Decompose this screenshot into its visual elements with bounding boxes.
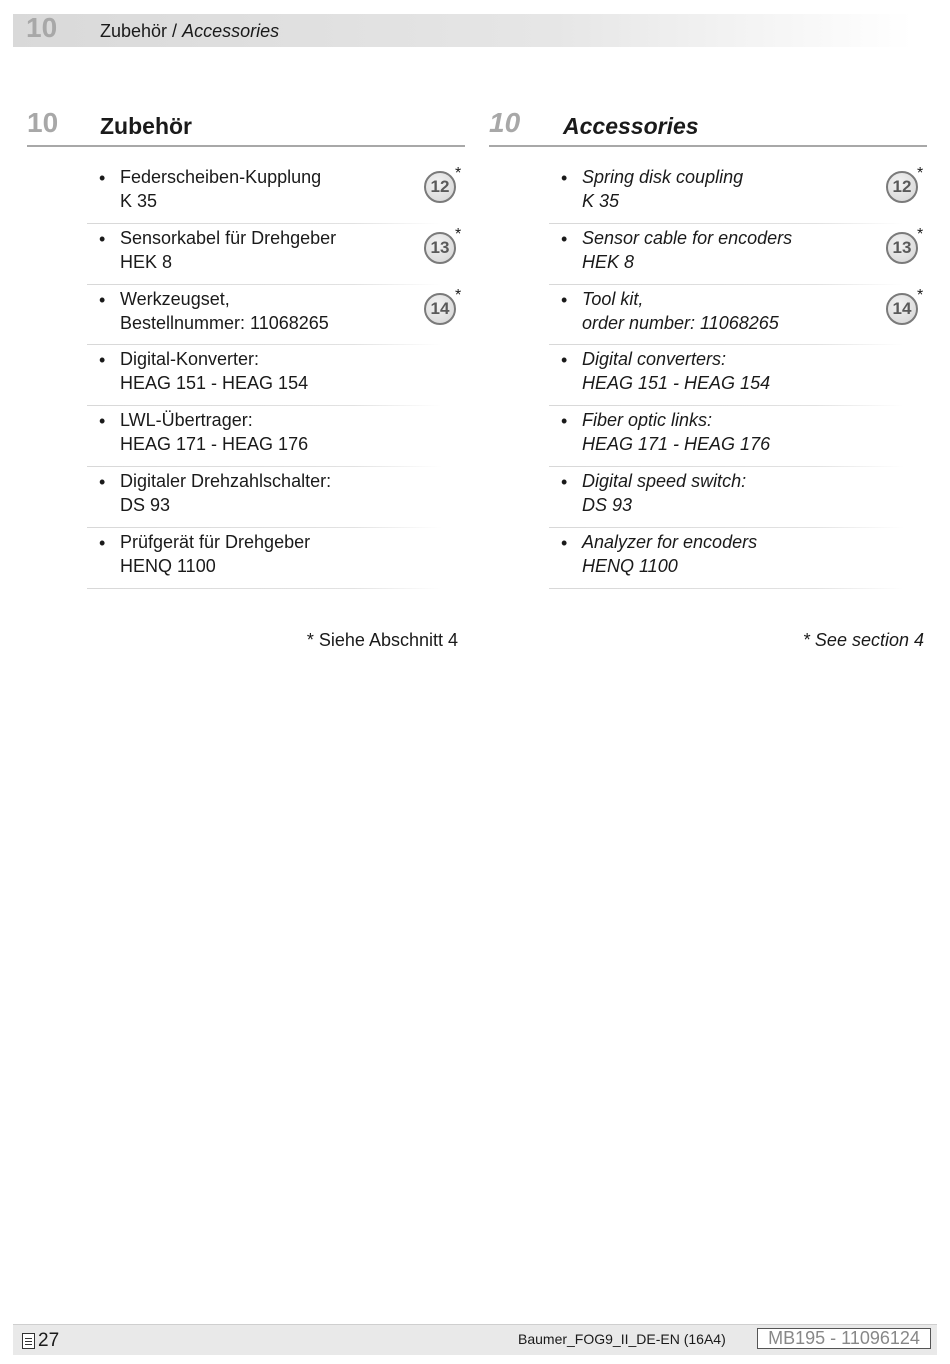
item-name: Spring disk coupling [582, 167, 744, 187]
section-reference-badge: 13 [886, 232, 918, 264]
bullet: • [561, 289, 568, 310]
header-chapter-number: 10 [26, 12, 58, 43]
item-name: Werkzeugset, [120, 288, 230, 309]
english-title: Accessories [563, 113, 699, 139]
german-chapter-number: 10 [27, 107, 59, 138]
section-reference-badge: 14 [886, 293, 918, 325]
bullet: • [561, 350, 568, 371]
item-detail: Bestellnummer: 11068265 [120, 312, 329, 333]
item-name: Digitaler Drehzahlschalter: [120, 470, 332, 491]
list-item [87, 163, 465, 224]
document-code: MB195 - 11096124 [757, 1328, 931, 1349]
bullet: • [99, 289, 106, 310]
item-name: Federscheiben-Kupplung [120, 167, 322, 187]
bullet: • [561, 411, 568, 432]
list-item [87, 467, 465, 528]
footnote-marker: * [455, 165, 462, 182]
german-heading [27, 105, 465, 147]
item-name: Sensor cable for encoders [582, 227, 793, 248]
bullet: • [99, 228, 106, 249]
german-accessory-list [87, 163, 465, 589]
bullet: • [561, 168, 568, 188]
section-reference-badge: 14 [424, 293, 456, 325]
footnote-marker: * [917, 165, 924, 182]
english-accessory-list [549, 163, 927, 589]
item-detail: DS 93 [120, 494, 171, 515]
item-detail: HEAG 171 - HEAG 176 [120, 434, 309, 455]
list-item [87, 224, 465, 285]
item-detail: HEAG 151 - HEAG 154 [582, 373, 771, 394]
section-reference-badge: 12 [886, 171, 918, 203]
item-detail: HENQ 1100 [582, 555, 678, 576]
item-name: Tool kit, [582, 288, 644, 309]
bullet: • [99, 168, 106, 188]
footnote-marker: * [917, 286, 924, 304]
item-name: Prüfgerät für Drehgeber [120, 531, 311, 552]
page-number: 27 [38, 1330, 60, 1351]
bullet: • [561, 228, 568, 249]
item-name: Sensorkabel für Drehgeber [120, 227, 337, 248]
item-name: LWL-Übertrager: [120, 410, 253, 431]
footnote-marker: * [917, 225, 924, 243]
list-item [549, 285, 927, 346]
item-name: Digital speed switch: [582, 470, 747, 491]
english-heading [489, 105, 927, 147]
item-detail: K 35 [120, 191, 158, 211]
item-detail: HEK 8 [120, 251, 173, 272]
header-title-en: Accessories [182, 21, 280, 41]
item-name: Digital converters: [582, 349, 727, 370]
bullet: • [561, 471, 568, 492]
item-detail: order number: 11068265 [582, 312, 779, 333]
footnote-marker: * [455, 286, 462, 304]
page-icon [22, 1333, 35, 1349]
header-title [100, 21, 279, 42]
list-item [549, 528, 927, 589]
german-column [27, 105, 465, 576]
section-reference-badge: 13 [424, 232, 456, 264]
item-name: Fiber optic links: [582, 410, 713, 431]
item-name: Digital-Konverter: [120, 349, 260, 370]
german-title: Zubehör [100, 113, 192, 139]
bullet: • [99, 350, 106, 371]
list-item [87, 345, 465, 406]
item-detail: HEAG 151 - HEAG 154 [120, 373, 309, 394]
german-footnote: * Siehe Abschnitt 4 [306, 630, 458, 650]
item-detail: K 35 [582, 191, 620, 211]
english-footnote: * See section 4 [802, 630, 924, 650]
list-item [549, 406, 927, 467]
list-item [87, 528, 465, 589]
list-item [549, 163, 927, 224]
footnote-marker: * [455, 225, 462, 243]
item-detail: DS 93 [582, 494, 633, 515]
list-item [87, 285, 465, 346]
item-detail: HENQ 1100 [120, 555, 216, 576]
list-item [549, 467, 927, 528]
item-detail: HEAG 171 - HEAG 176 [582, 434, 771, 455]
english-column [489, 105, 927, 576]
section-reference-badge: 12 [424, 171, 456, 203]
bullet: • [99, 471, 106, 492]
list-item [549, 345, 927, 406]
list-item [87, 406, 465, 467]
bullet: • [99, 411, 106, 432]
item-detail: HEK 8 [582, 251, 635, 272]
english-chapter-number: 10 [489, 107, 521, 138]
bullet: • [561, 532, 568, 553]
document-name: Baumer_FOG9_II_DE-EN (16A4) [518, 1331, 726, 1347]
header-title-de: Zubehör / [100, 21, 178, 41]
bullet: • [99, 532, 106, 553]
list-item [549, 224, 927, 285]
item-name: Analyzer for encoders [582, 531, 758, 552]
